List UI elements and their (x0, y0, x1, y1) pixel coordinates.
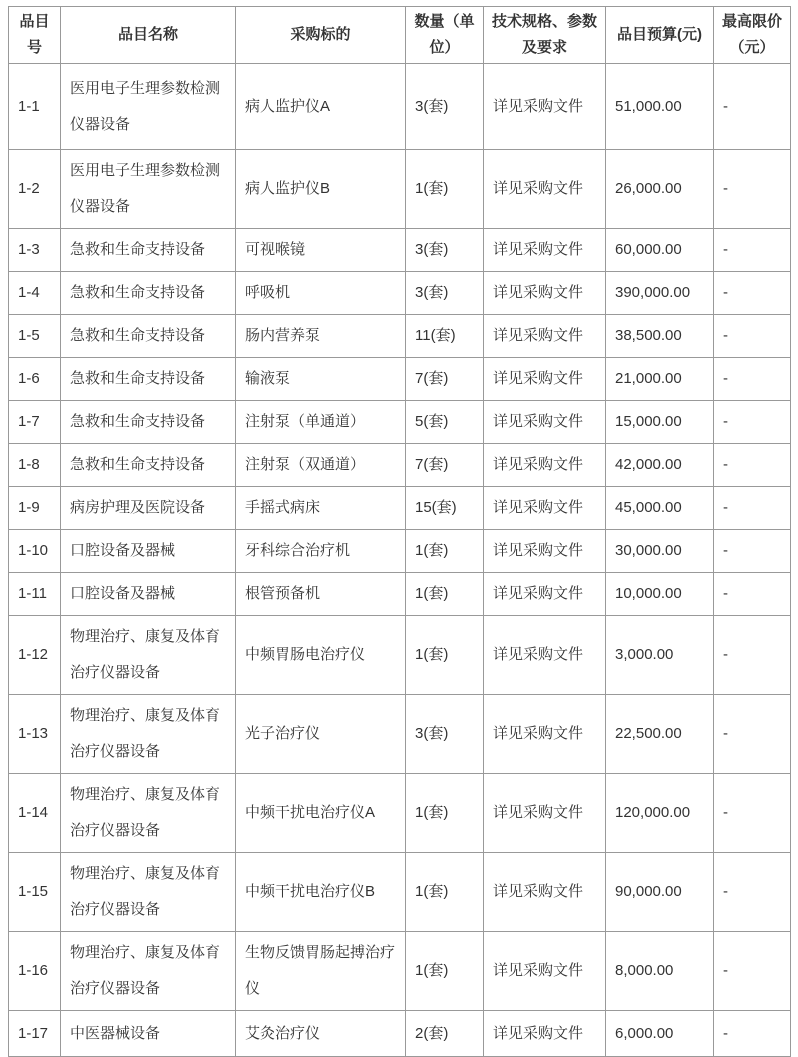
cell-budget: 38,500.00 (606, 315, 714, 358)
cell-spec: 详见采购文件 (484, 1011, 606, 1057)
col-header-quantity: 数量（单位） (406, 7, 484, 64)
cell-target: 中频干扰电治疗仪A (236, 774, 406, 853)
cell-item-no: 1-6 (9, 358, 61, 401)
cell-max-price: - (714, 853, 791, 932)
cell-spec: 详见采购文件 (484, 64, 606, 150)
cell-item-no: 1-9 (9, 487, 61, 530)
col-header-item-name: 品目名称 (61, 7, 236, 64)
cell-target: 病人监护仪B (236, 150, 406, 229)
cell-item-name: 急救和生命支持设备 (61, 444, 236, 487)
cell-item-no: 1-12 (9, 616, 61, 695)
cell-budget: 8,000.00 (606, 932, 714, 1011)
cell-budget: 30,000.00 (606, 530, 714, 573)
table-row (9, 272, 791, 315)
cell-item-name: 医用电子生理参数检测仪器设备 (61, 150, 236, 229)
cell-quantity: 1(套) (406, 853, 484, 932)
cell-max-price: - (714, 272, 791, 315)
cell-spec: 详见采购文件 (484, 272, 606, 315)
col-header-budget: 品目预算(元) (606, 7, 714, 64)
cell-max-price: - (714, 150, 791, 229)
cell-target: 中频胃肠电治疗仪 (236, 616, 406, 695)
cell-item-name: 急救和生命支持设备 (61, 315, 236, 358)
table-row (9, 401, 791, 444)
cell-item-name: 物理治疗、康复及体育治疗仪器设备 (61, 853, 236, 932)
cell-target: 根管预备机 (236, 573, 406, 616)
cell-max-price: - (714, 616, 791, 695)
cell-item-name: 急救和生命支持设备 (61, 358, 236, 401)
cell-max-price: - (714, 229, 791, 272)
cell-max-price: - (714, 530, 791, 573)
cell-item-name: 急救和生命支持设备 (61, 229, 236, 272)
cell-budget: 15,000.00 (606, 401, 714, 444)
cell-item-name: 病房护理及医院设备 (61, 487, 236, 530)
cell-spec: 详见采购文件 (484, 401, 606, 444)
cell-spec: 详见采购文件 (484, 487, 606, 530)
cell-quantity: 1(套) (406, 616, 484, 695)
cell-item-name: 口腔设备及器械 (61, 530, 236, 573)
procurement-items-table (8, 6, 791, 1057)
cell-target: 肠内营养泵 (236, 315, 406, 358)
table-row (9, 530, 791, 573)
cell-quantity: 1(套) (406, 932, 484, 1011)
cell-spec: 详见采购文件 (484, 932, 606, 1011)
cell-target: 呼吸机 (236, 272, 406, 315)
cell-spec: 详见采购文件 (484, 229, 606, 272)
cell-target: 牙科综合治疗机 (236, 530, 406, 573)
cell-max-price: - (714, 315, 791, 358)
cell-item-no: 1-8 (9, 444, 61, 487)
cell-budget: 21,000.00 (606, 358, 714, 401)
cell-item-no: 1-3 (9, 229, 61, 272)
cell-quantity: 3(套) (406, 229, 484, 272)
cell-item-no: 1-14 (9, 774, 61, 853)
cell-item-no: 1-4 (9, 272, 61, 315)
cell-item-name: 口腔设备及器械 (61, 573, 236, 616)
cell-item-name: 物理治疗、康复及体育治疗仪器设备 (61, 695, 236, 774)
cell-max-price: - (714, 1011, 791, 1057)
cell-item-no: 1-7 (9, 401, 61, 444)
col-header-max-price: 最高限价（元） (714, 7, 791, 64)
cell-max-price: - (714, 573, 791, 616)
cell-spec: 详见采购文件 (484, 774, 606, 853)
table-row (9, 150, 791, 229)
cell-max-price: - (714, 695, 791, 774)
table-row (9, 64, 791, 150)
cell-max-price: - (714, 444, 791, 487)
cell-target: 生物反馈胃肠起搏治疗仪 (236, 932, 406, 1011)
cell-item-no: 1-11 (9, 573, 61, 616)
cell-quantity: 1(套) (406, 150, 484, 229)
cell-item-name: 物理治疗、康复及体育治疗仪器设备 (61, 616, 236, 695)
cell-spec: 详见采购文件 (484, 695, 606, 774)
cell-budget: 3,000.00 (606, 616, 714, 695)
cell-item-name: 中医器械设备 (61, 1011, 236, 1057)
cell-quantity: 7(套) (406, 358, 484, 401)
table-row (9, 573, 791, 616)
cell-max-price: - (714, 64, 791, 150)
cell-target: 手摇式病床 (236, 487, 406, 530)
cell-item-no: 1-5 (9, 315, 61, 358)
cell-quantity: 7(套) (406, 444, 484, 487)
cell-quantity: 15(套) (406, 487, 484, 530)
cell-item-no: 1-1 (9, 64, 61, 150)
cell-item-no: 1-2 (9, 150, 61, 229)
table-row (9, 853, 791, 932)
table-row (9, 444, 791, 487)
cell-budget: 390,000.00 (606, 272, 714, 315)
table-row (9, 695, 791, 774)
cell-quantity: 1(套) (406, 530, 484, 573)
cell-target: 光子治疗仪 (236, 695, 406, 774)
cell-quantity: 5(套) (406, 401, 484, 444)
cell-item-name: 急救和生命支持设备 (61, 272, 236, 315)
cell-spec: 详见采购文件 (484, 573, 606, 616)
cell-quantity: 1(套) (406, 774, 484, 853)
cell-spec: 详见采购文件 (484, 530, 606, 573)
cell-target: 艾灸治疗仪 (236, 1011, 406, 1057)
cell-budget: 120,000.00 (606, 774, 714, 853)
cell-budget: 51,000.00 (606, 64, 714, 150)
cell-item-name: 急救和生命支持设备 (61, 401, 236, 444)
col-header-target: 采购标的 (236, 7, 406, 64)
cell-quantity: 3(套) (406, 64, 484, 150)
cell-budget: 45,000.00 (606, 487, 714, 530)
cell-target: 可视喉镜 (236, 229, 406, 272)
col-header-item-no: 品目号 (9, 7, 61, 64)
cell-target: 注射泵（单通道） (236, 401, 406, 444)
cell-target: 病人监护仪A (236, 64, 406, 150)
table-row (9, 315, 791, 358)
cell-budget: 10,000.00 (606, 573, 714, 616)
table-row (9, 774, 791, 853)
cell-spec: 详见采购文件 (484, 444, 606, 487)
cell-item-name: 医用电子生理参数检测仪器设备 (61, 64, 236, 150)
table-row (9, 616, 791, 695)
cell-spec: 详见采购文件 (484, 358, 606, 401)
cell-item-no: 1-17 (9, 1011, 61, 1057)
table-row (9, 487, 791, 530)
cell-max-price: - (714, 487, 791, 530)
cell-max-price: - (714, 932, 791, 1011)
cell-spec: 详见采购文件 (484, 616, 606, 695)
cell-target: 注射泵（双通道） (236, 444, 406, 487)
cell-budget: 6,000.00 (606, 1011, 714, 1057)
cell-item-no: 1-10 (9, 530, 61, 573)
cell-quantity: 1(套) (406, 573, 484, 616)
cell-quantity: 2(套) (406, 1011, 484, 1057)
cell-spec: 详见采购文件 (484, 150, 606, 229)
cell-item-name: 物理治疗、康复及体育治疗仪器设备 (61, 774, 236, 853)
cell-max-price: - (714, 358, 791, 401)
table-row (9, 358, 791, 401)
cell-budget: 42,000.00 (606, 444, 714, 487)
col-header-spec: 技术规格、参数及要求 (484, 7, 606, 64)
cell-max-price: - (714, 774, 791, 853)
cell-item-no: 1-16 (9, 932, 61, 1011)
cell-budget: 26,000.00 (606, 150, 714, 229)
cell-quantity: 3(套) (406, 272, 484, 315)
cell-max-price: - (714, 401, 791, 444)
cell-quantity: 11(套) (406, 315, 484, 358)
cell-budget: 90,000.00 (606, 853, 714, 932)
cell-target: 输液泵 (236, 358, 406, 401)
cell-item-no: 1-13 (9, 695, 61, 774)
cell-target: 中频干扰电治疗仪B (236, 853, 406, 932)
table-row (9, 229, 791, 272)
cell-item-no: 1-15 (9, 853, 61, 932)
table-header-row (9, 7, 791, 64)
table-row (9, 932, 791, 1011)
cell-budget: 22,500.00 (606, 695, 714, 774)
cell-quantity: 3(套) (406, 695, 484, 774)
cell-item-name: 物理治疗、康复及体育治疗仪器设备 (61, 932, 236, 1011)
cell-spec: 详见采购文件 (484, 315, 606, 358)
cell-budget: 60,000.00 (606, 229, 714, 272)
cell-spec: 详见采购文件 (484, 853, 606, 932)
